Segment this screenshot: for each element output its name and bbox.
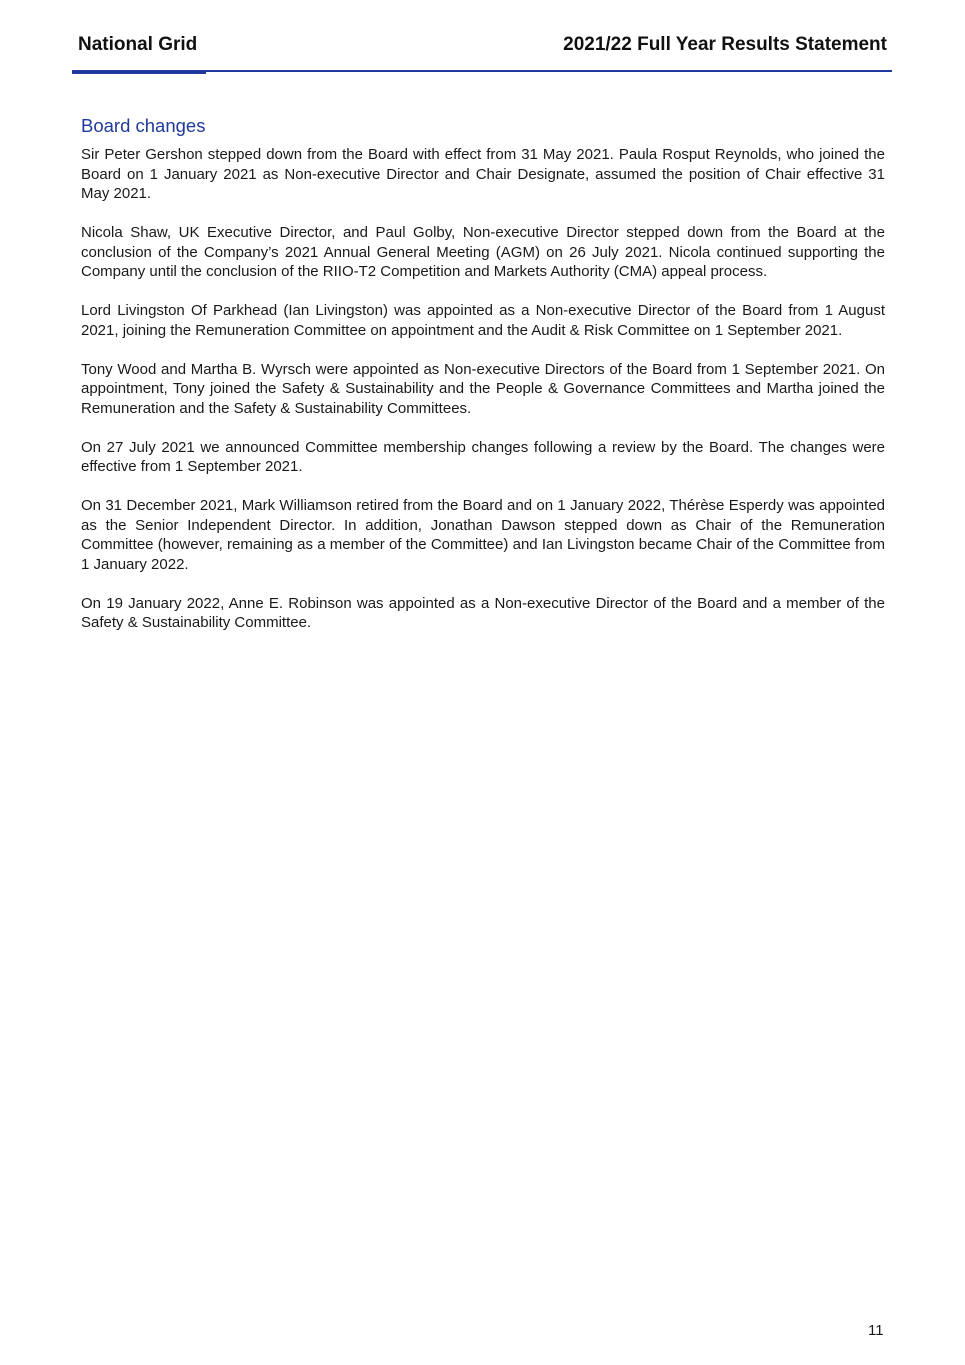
paragraph-robinson: On 19 January 2022, Anne E. Robinson was appointed as a Non-executive Director of the Board and a member of the Safety & Sustainability Committee.	[81, 594, 885, 631]
paragraph-williamson-esperdy: On 31 December 2021, Mark Williamson retired from the Board and on 1 January 2022, Thérèse Esperdy was appointed as the Senior Independent Director. In addition, Jonathan Dawson stepped down as Chair of the Remuneration Committee (however, remaining as a member of the Committee) and Ian Livingston became Chair of the Committee from 1 January 2022.	[81, 497, 885, 573]
paragraph-wood-wyrsch: Tony Wood and Martha B. Wyrsch were appointed as Non-executive Directors of the Board from 1 September 2021. On appointment, Tony joined the Safety & Sustainability and the People & Governance Committees and Martha joined the Remuneration and the Safety & Sustainability Committees.	[81, 360, 885, 417]
main-content	[81, 114, 885, 652]
section-title: Board changes	[81, 115, 206, 136]
company-name: National Grid	[78, 34, 198, 55]
paragraph-gershon: Sir Peter Gershon stepped down from the Board with effect from 31 May 2021. Paula Rosput Reynolds, who joined the Board on 1 January 2021 as Non-executive Director and Chair Designate, assumed the position of Chair effective 31 May 2021.	[81, 146, 885, 202]
header-rule-accent	[72, 70, 206, 74]
page-header	[72, 0, 892, 74]
paragraph-shaw-golby: Nicola Shaw, UK Executive Director, and Paul Golby, Non-executive Director stepped down from the Board at the conclusion of the Company’s 2021 Annual General Meeting (AGM) on 26 July 2021. Nicola continued supporting the Company until the conclusion of the RIIO-T2 Competition and Markets Authority (CMA) appeal process.	[81, 224, 885, 280]
document-title: 2021/22 Full Year Results Statement	[563, 34, 887, 55]
page-number: 11	[868, 1322, 884, 1339]
paragraph-livingston: Lord Livingston Of Parkhead (Ian Livingston) was appointed as a Non-executive Director of the Board from 1 August 2021, joining the Remuneration Committee on appointment and the Audit & Risk Committee on 1 September 2021.	[81, 302, 885, 339]
paragraph-committee-changes: On 27 July 2021 we announced Committee membership changes following a review by the Board. The changes were effective from 1 September 2021.	[81, 438, 885, 475]
